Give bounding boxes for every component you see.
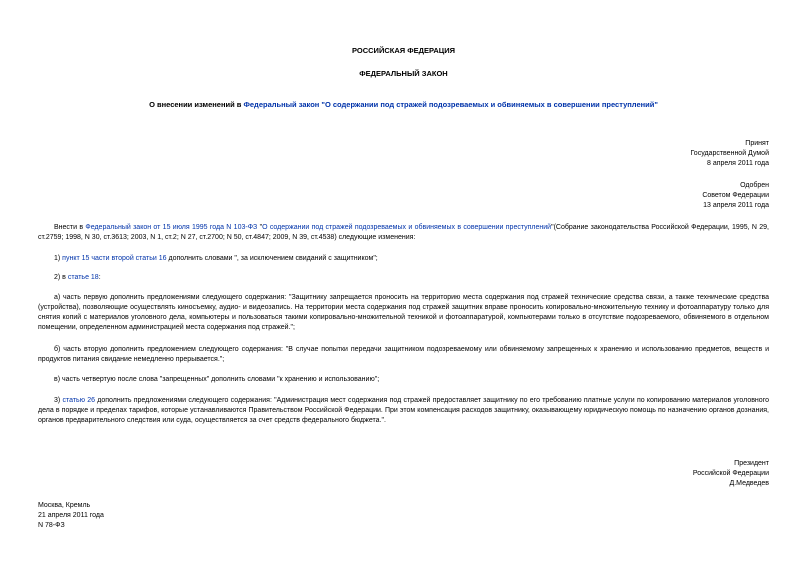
signature-line1: Президент <box>734 460 769 467</box>
item1-link[interactable]: пункт 15 части второй статьи 16 <box>62 255 167 262</box>
subject-law-link[interactable]: Федеральный закон "О содержании под стражей подозреваемых и обвиняемых в совершении преступлений" <box>243 100 658 109</box>
intro-post: "(Собрание законодательства Российской Федерации, 1995, N 29, ст.2759; 1998, N 30, ст.3613; 2003, N 1, ст.2; N 27, ст.2700; N 50, ст.4847; 2009, N 39, ст.4538) следующие изменения: <box>38 224 769 241</box>
item2a-text: а) часть первую дополнить предложениями следующего содержания: "Защитнику запрещается проносить на территорию места содержания под стражей технические средства связи, а также технические средства (устройства), позволяющие осуществлять киносъемку, аудио- и видеозапись. На территории места содержания под стражей защитник вправе проносить копировально-множительную технику и фотоаппаратуру только для снятия копий с материалов уголовного дела, компьютеры и пользоваться такими копировально-множительной техникой и фотоаппаратурой, компьютерами только в отсутствие подозреваемого, обвиняемого в отдельном помещении, определенном администрацией места содержания под стражей."; <box>38 294 769 331</box>
place-line1: Москва, Кремль <box>38 502 91 509</box>
signature-line3: Д.Медведев <box>729 480 769 487</box>
item-3 <box>38 396 769 426</box>
intro-pre: Внести в <box>54 224 86 231</box>
adopted-line2: Государственной Думой <box>690 150 769 157</box>
adopted-line3: 8 апреля 2011 года <box>706 160 769 167</box>
item-1 <box>38 254 769 264</box>
item-2a <box>38 293 769 333</box>
item2c-text: в) часть четвертую после слова "запрещенных" дополнить словами "к хранению и использованию"; <box>54 376 380 383</box>
adopted-line1: Принят <box>745 140 769 147</box>
item-2b <box>38 345 769 365</box>
intro-paragraph <box>38 223 769 243</box>
item-2c <box>38 375 769 385</box>
signature-block <box>469 459 769 489</box>
item2b-text: б) часть вторую дополнить предложением следующего содержания: "В случае попытки передачи защитником подозреваемому или обвиняемому запрещенных к хранению и использованию предметов, веществ и продуктов питания свидание немедленно прерывается."; <box>38 346 769 363</box>
header-country: РОССИЙСКАЯ ФЕДЕРАЦИЯ <box>351 46 455 55</box>
item2-link[interactable]: статье 18 <box>67 274 99 281</box>
item1-text: дополнить словами ", за исключением свиданий с защитником"; <box>166 255 378 262</box>
subject-prefix: О внесении изменений в <box>149 100 244 109</box>
header-doc-type: ФЕДЕРАЛЬНЫЙ ЗАКОН <box>359 69 448 78</box>
approved-block <box>469 181 769 211</box>
item2-text: : <box>98 274 101 281</box>
item1-num: 1) <box>54 255 63 262</box>
item3-num: 3) <box>54 397 63 404</box>
place-block <box>38 501 104 531</box>
item3-link[interactable]: статью 26 <box>62 397 95 404</box>
intro-law-link[interactable]: Федеральный закон от 15 июля 1995 года N 103-ФЗ <box>85 224 258 231</box>
intro-mid: " <box>257 224 263 231</box>
adopted-block <box>469 139 769 169</box>
law-subject <box>0 100 807 110</box>
signature-line2: Российской Федерации <box>692 470 769 477</box>
approved-line1: Одобрен <box>740 182 769 189</box>
place-line3: N 78-ФЗ <box>38 522 65 529</box>
intro-title-link[interactable]: О содержании под стражей подозреваемых и обвиняемых в совершении преступлений <box>262 224 552 231</box>
item-2 <box>38 273 769 283</box>
approved-line2: Советом Федерации <box>702 192 769 199</box>
item3-text: дополнить предложениями следующего содержания: "Администрация мест содержания под стражей предоставляет защитнику по его требованию платные услуги по копированию материалов уголовного дела в порядке и пределах тарифов, которые устанавливаются Правительством Российской Федерации. При этом компенсация расходов защитнику, оказывающему юридическую помощь по назначению органов дознания, органов предварительного следствия или суда, осуществляется за счет средств федерального бюджета.". <box>38 397 769 424</box>
approved-line3: 13 апреля 2011 года <box>703 202 769 209</box>
item2-num: 2) в <box>54 274 68 281</box>
place-line2: 21 апреля 2011 года <box>38 512 104 519</box>
